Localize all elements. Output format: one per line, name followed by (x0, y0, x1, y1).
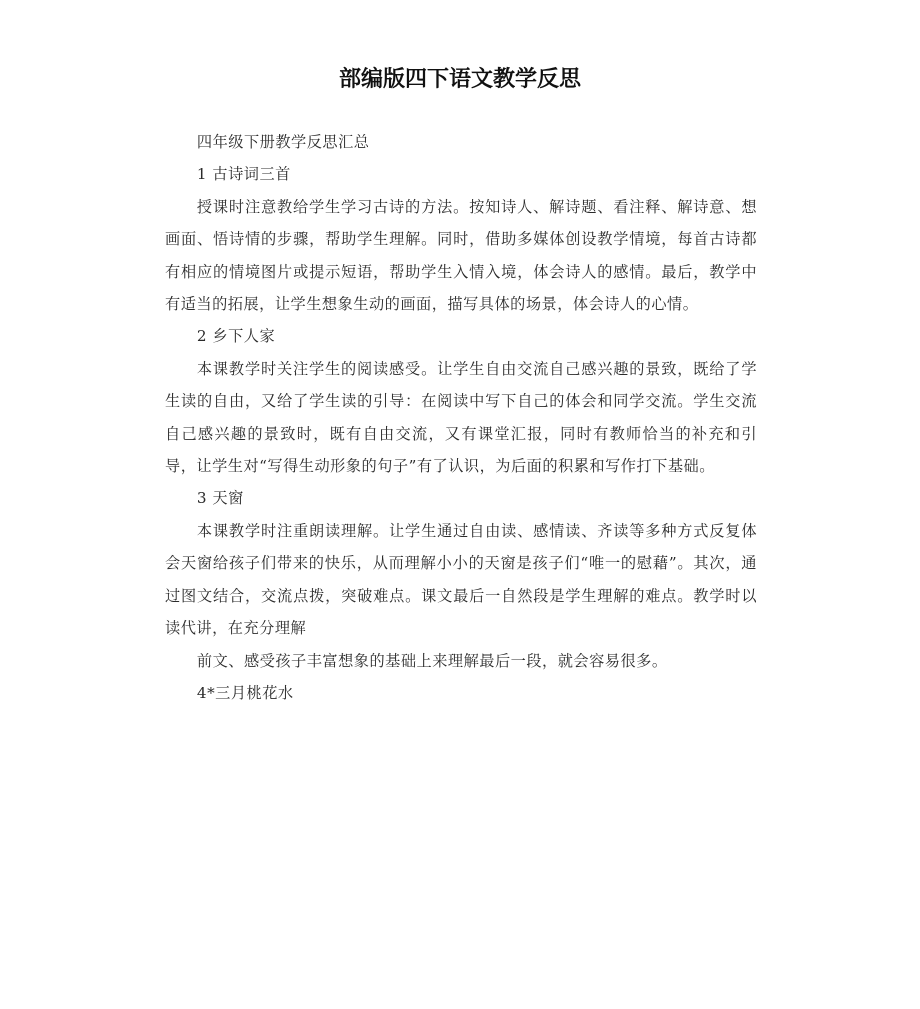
section-heading-2: 2 乡下人家 (196, 327, 276, 346)
section-heading-4: 4*三月桃花水 (196, 683, 294, 702)
section-paragraph-1: 授课时注意教给学生学习古诗的方法。按知诗人、解诗题、看注释、解诗意、想画面、悟诗情的步骤，帮助学生理解。同时，借助多媒体创设教学情境，每首古诗都有相应的情境图片或提示短语，帮助学生入情入境，体会诗人的感情。最后，教学中有适当的拓展，让学生想象生动的画面，描写具体的场景，体会诗人的心情。 (165, 197, 757, 314)
section-heading-3: 3 天窗 (196, 489, 244, 508)
page-title: 部编版四下语文教学反思 (338, 67, 581, 92)
section-paragraph-2: 本课教学时关注学生的阅读感受。让学生自由交流自己感兴趣的景致，既给了学生读的自由，又给了学生读的引导：在阅读中写下自己的体会和同学交流。学生交流自己感兴趣的景致时，既有自由交流，又有课堂汇报，同时有教师恰当的补充和引导，让学生对“写得生动形象的句子”有了认识，为后面的积累和写作打下基础。 (165, 359, 757, 476)
section-paragraph-3-continued: 前文、感受孩子丰富想象的基础上来理解最后一段，就会容易很多。 (196, 651, 668, 670)
summary-heading: 四年级下册教学反思汇总 (196, 133, 370, 151)
section-heading-1: 1 古诗词三首 (196, 165, 291, 184)
section-paragraph-3: 本课教学时注重朗读理解。让学生通过自由读、感情读、齐读等多种方式反复体会天窗给孩子们带来的快乐，从而理解小小的天窗是孩子们“唯一的慰藉”。其次，通过图文结合，交流点拨，突破难点。课文最后一自然段是学生理解的难点。教学时以读代讲，在充分理解 (165, 521, 757, 638)
document-body (165, 126, 757, 709)
